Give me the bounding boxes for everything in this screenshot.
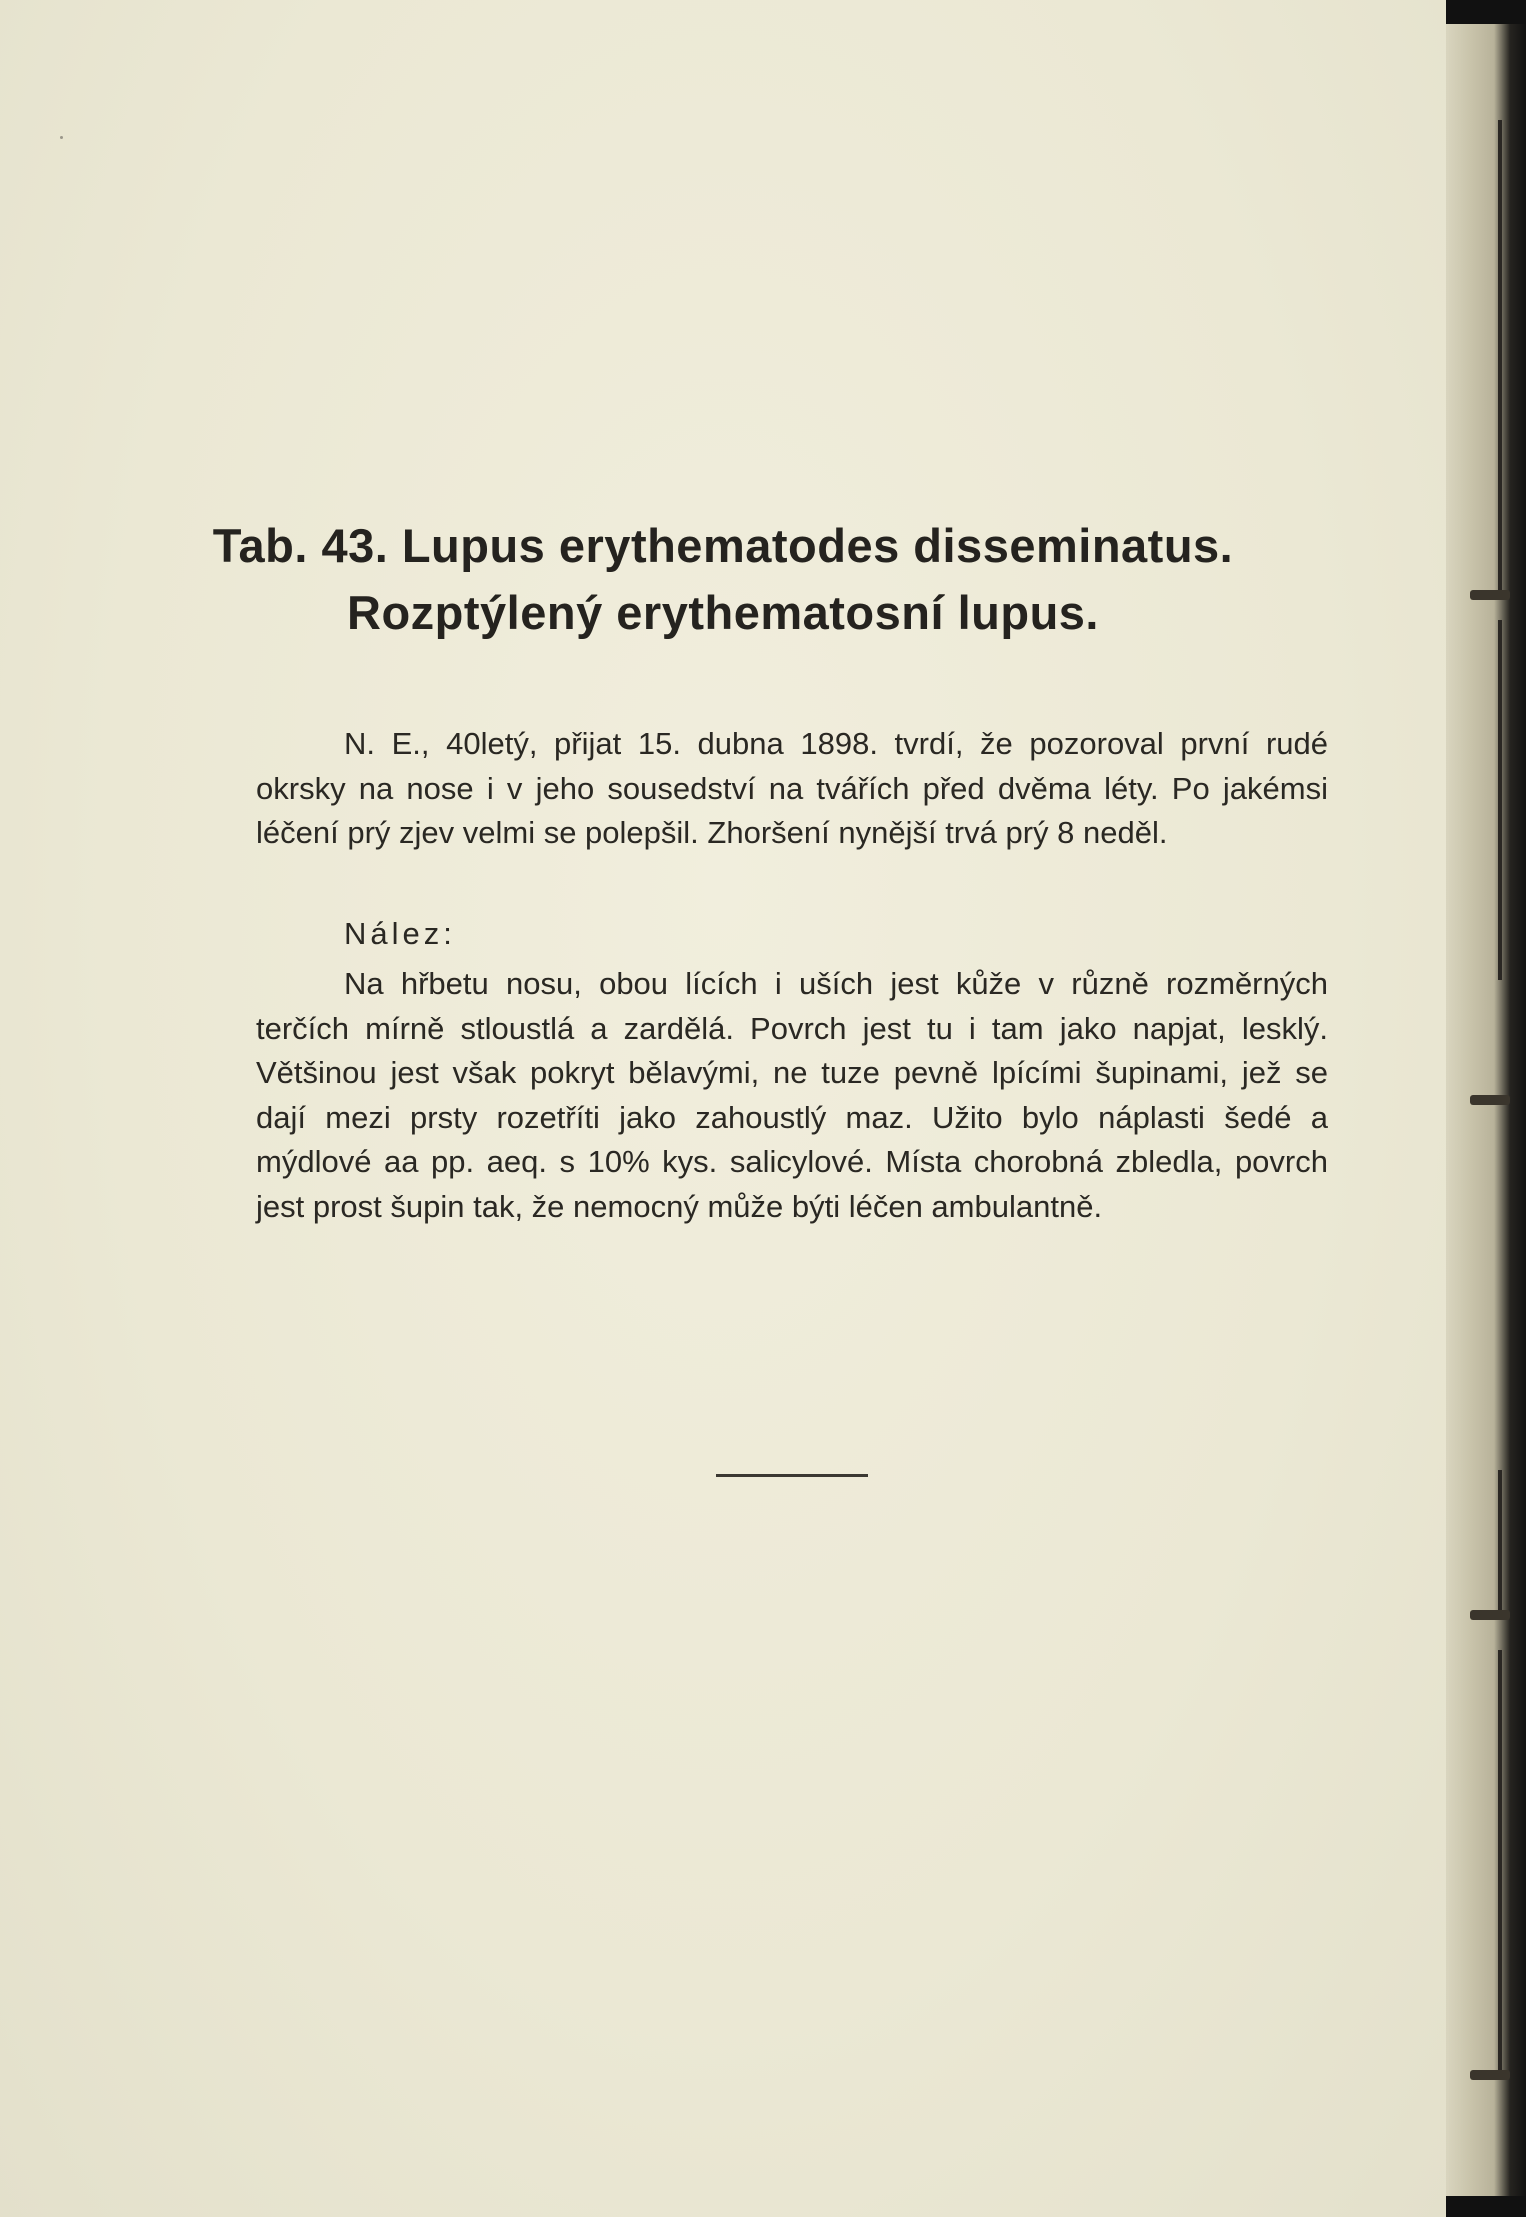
binding-edge-bottom xyxy=(1446,2196,1526,2217)
binding-knot xyxy=(1470,590,1510,600)
binding-thread xyxy=(1498,120,1502,590)
page-subtitle: Rozptýlený erythematosní lupus. xyxy=(347,586,1099,639)
finding-paragraph: Na hřbetu nosu, obou lících i uších jest kůže v různě rozměrných terčích mírně stloustlá a zardělá. Povrch jest tu i tam jako napjat, lesklý. Většinou jest však pokryt bělavými, ne tuze pevně lpícími šupinami, jež se dají mezi prsty rozetříti jako zahoustlý maz. Užito bylo náplasti šedé a mýdlové aa pp. aeq. s 10% kys. salicylové. Místa chorobná zbledla, povrch jest prost šupin tak, že nemocný může býti léčen ambulantně. xyxy=(256,966,1328,1224)
binding-thread xyxy=(1498,620,1502,980)
page-title: Tab. 43. Lupus erythematodes disseminatus. xyxy=(212,519,1234,572)
binding-knot xyxy=(1470,2070,1510,2080)
case-history-paragraph: N. E., 40letý, přijat 15. dubna 1898. tvrdí, že pozoroval první rudé okrsky na nose i v jeho sousedství na tvářích před dvěma léty. Po jakémsi léčení prý zjev velmi se polepšil. Zhoršení nynější trvá prý 8 neděl. xyxy=(256,726,1328,850)
binding-thread xyxy=(1498,1650,1502,2070)
binding-knot xyxy=(1470,1610,1510,1620)
finding-heading: Nález: xyxy=(344,916,456,951)
binding-knot xyxy=(1470,1095,1510,1105)
section-divider xyxy=(716,1474,868,1477)
binding-thread xyxy=(1498,1470,1502,1610)
book-binding-edge xyxy=(1446,0,1526,2217)
binding-edge-top xyxy=(1446,0,1526,24)
paper-speck xyxy=(60,136,63,139)
